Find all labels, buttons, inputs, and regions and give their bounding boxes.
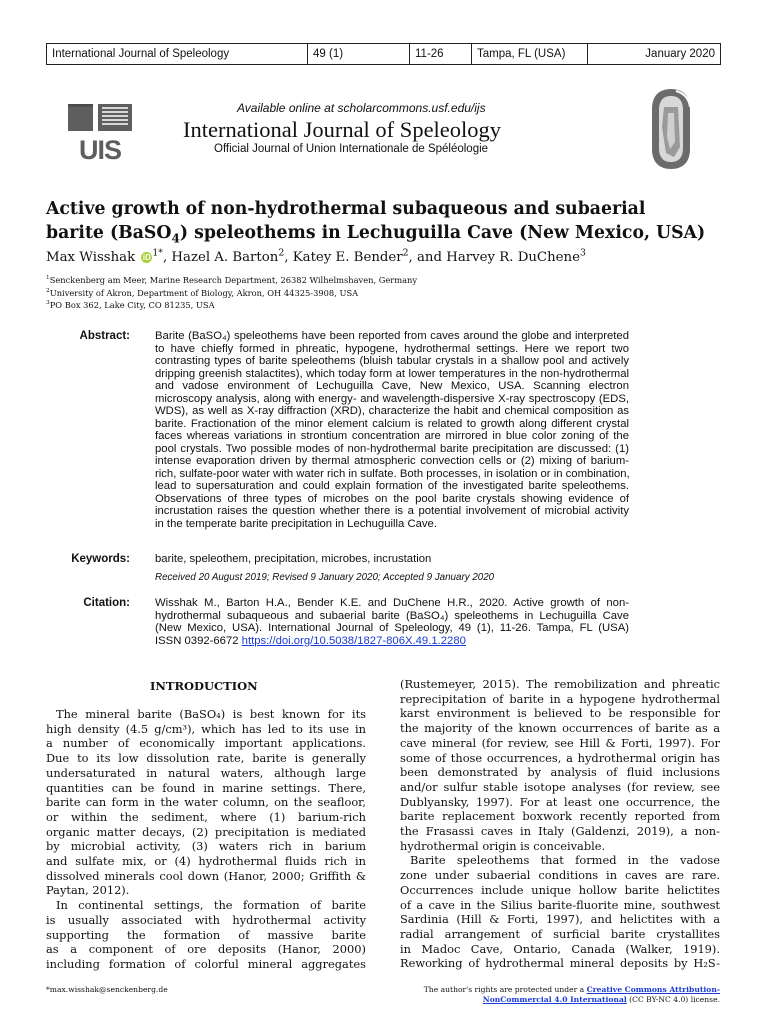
license-text: The author's rights are protected under a — [423, 985, 587, 994]
abstract-line: faces whereas variations in strontium concentration are mirrored in blue color zoning of the — [155, 430, 629, 442]
body-text-line: including formation of colorful mineral aggregates — [46, 956, 366, 971]
body-text-line: Due to its low dissolution rate, barite is generally — [46, 751, 366, 766]
body-text-line: or within the sediment, where (1) barium-rich — [46, 809, 366, 824]
body-text-line: of a cave in the Silius barite-fluorite mine, southwest — [400, 897, 720, 912]
abstract-line: incrustation raises the question whether there is a potential involvement of microbial activity — [155, 505, 629, 517]
author-name: , Hazel A. Barton — [162, 250, 279, 265]
body-text-line: as a component of ore deposits (Hanor, 2000) — [46, 942, 366, 957]
body-text-line: undersaturated in natural waters, although large — [46, 765, 366, 780]
body-text-line: Paytan, 2012). — [46, 883, 130, 898]
body-text-line: organic matter decays, (2) precipitation is mediated — [46, 824, 366, 839]
abstract-line: WDS), as well as X-ray diffraction (XRD), characterize the habit and chemical composition as — [155, 405, 629, 417]
author-superscript: 1* — [152, 247, 163, 259]
body-text-line: and sulfate mix, or (4) hydrothermal fluids rich in — [46, 854, 366, 869]
abstract-line: microscopy analysis, along with energy- and wavelength-dispersive X-ray spectroscopy (EDS, — [155, 392, 629, 405]
body-text-line: some of those occurrences, a hydrothermal origin has — [400, 750, 720, 765]
affiliation-text: PO Box 362, Lake City, CO 81235, USA — [49, 300, 215, 310]
license-note — [410, 985, 720, 1005]
abstract-line: in the temperate barite precipitation in Lechuguilla Cave. — [155, 517, 437, 530]
body-text-line: karst environment is believed to be responsible for — [400, 706, 720, 721]
affiliation — [46, 287, 417, 300]
body-text-line: The mineral barite (BaSO₄) is best known for its — [56, 707, 366, 721]
section-heading-introduction: INTRODUCTION — [150, 679, 258, 693]
received-dates: Received 20 August 2019; Revised 9 January 2020; Accepted 9 January 2020 — [155, 572, 495, 583]
abstract-line: to have chiefly formed in phreatic, hypogene, hydrothermal settings. Here we report two — [155, 342, 629, 355]
abstract-line: contrasting types of barite speleothems (bluish tabular crystals in a shallow pool and actively — [155, 355, 629, 367]
body-text-line: the Frasassi caves in Italy (Galdenzi, 2019), a non- — [400, 824, 720, 839]
body-column-left — [46, 707, 366, 972]
body-text-line: (Rustemeyer, 2015). The remobilization and phreatic — [400, 677, 720, 691]
body-text-line: barite replacement boxwork recently reported from — [400, 809, 720, 824]
body-text-line: reprecipitation of barite in a hypogene hydrothermal — [400, 691, 720, 706]
author-name: , and Harvey R. DuChene — [408, 250, 580, 265]
title-subscript: 4 — [171, 231, 180, 246]
body-text-line: the majority of the known occurrences of barite as a — [400, 721, 720, 736]
abstract-line: rich, sulfate-poor water with water rich in sulfate. Both processes, in isolation or in combination, — [155, 467, 630, 480]
keywords-text: barite, speleothem, precipitation, microbes, incrustation — [155, 553, 432, 565]
affiliation-number: 3 — [46, 300, 50, 307]
license-link[interactable]: NonCommercial 4.0 International — [482, 995, 627, 1004]
article-title — [46, 197, 726, 245]
body-text-line: Dublyansky, 1997). For at least one occurrence, the — [400, 794, 720, 809]
orcid-icon[interactable]: iD — [142, 253, 151, 262]
author-name: Max Wisshak — [46, 250, 136, 265]
affiliations — [46, 274, 417, 312]
author-superscript: 2 — [402, 247, 409, 259]
citation-line: (New Mexico, USA). International Journal of Speleology, 49 (1), 11-26. Tampa, FL (USA) — [155, 622, 629, 634]
license-link[interactable]: Creative Commons Attribution- — [586, 985, 720, 994]
keywords-label: Keywords: — [71, 553, 130, 565]
author-superscript: 2 — [278, 247, 285, 259]
abstract-line: lead to supersaturation and could explain formation of the investigated barite speleothems. — [155, 480, 629, 492]
header-date: January 2020 — [645, 48, 715, 60]
affiliation — [46, 299, 417, 312]
license-text: (CC BY-NC 4.0) license. — [626, 995, 720, 1004]
body-text-line: in Madoc Cave, Ontario, Canada (Walker, 1919). — [400, 941, 720, 956]
body-text-line: quantities can be found in marine settings. There, — [46, 780, 366, 795]
citation-line: hydrothermal subaqueous and subaerial barite (BaSO₄) speleothems in Lechuguilla Cave — [155, 609, 629, 622]
body-text-line: zone under subaerial conditions in caves are rare. — [400, 868, 720, 883]
author-name: , Katey E. Bender — [284, 250, 403, 265]
body-text-line: radial arrangement of surficial barite crystallites — [400, 926, 720, 941]
body-text-line: a number of economically important applications. — [46, 736, 366, 751]
abstract-line: barite. Fractionation of the minor element calcium is related to growth along different crystal — [155, 417, 629, 430]
body-text-line: barite can form in the water column, on the seafloor, — [46, 795, 366, 810]
abstract-line: and vadose environment of Lechuguilla Cave, New Mexico, USA. Scanning electron — [155, 380, 629, 392]
affiliation-number: 1 — [46, 275, 50, 282]
journal-title: International Journal of Speleology — [183, 117, 502, 142]
affiliation — [46, 274, 417, 287]
journal-subtitle: Official Journal of Union Internationale de Spéléologie — [214, 143, 489, 155]
journal-emblem — [650, 87, 692, 171]
affiliation-number: 2 — [46, 287, 50, 294]
abstract-line: Observations of three types of microbes on the pool barite crystals showing evidence of — [155, 492, 629, 505]
body-text-line: Sardinia (Hill & Forti, 1997), and helictites with a — [400, 912, 720, 927]
article-title-line-2 — [46, 221, 726, 245]
journal-header-table — [46, 43, 721, 65]
author-list — [46, 247, 586, 265]
body-text-line: cave mineral (for review, see Hill & Forti, 1997). For — [400, 735, 720, 750]
body-text-line: In continental settings, the formation of barite — [56, 898, 366, 913]
header-journal: International Journal of Speleology — [47, 44, 308, 64]
availability-note: Available online at scholarcommons.usf.edu/ijs — [237, 101, 486, 115]
citation-line — [155, 635, 629, 648]
body-text-line: been demonstrated by analysis of fluid inclusions — [400, 765, 720, 780]
body-text-line: by microbial activity, (3) waters rich in barium — [46, 839, 366, 854]
author-superscript: 3 — [579, 247, 586, 259]
body-text-line: and/or sulfur stable isotope analyses (for review, see — [400, 779, 720, 794]
abstract-line: dripping greenish stalactites), which today form at lower temperatures in the non-hydrothermal — [155, 367, 629, 380]
body-text-line: is usually associated with hydrothermal activity — [46, 912, 366, 927]
body-text-line: Occurrences include unique hollow barite helictites — [400, 882, 720, 897]
title-part: barite (BaSO — [46, 223, 172, 243]
abstract-text — [155, 330, 629, 530]
corresponding-email: *max.wisshak@senckenberg.de — [46, 985, 168, 994]
citation-line: Wisshak M., Barton H.A., Bender K.E. and DuChene H.R., 2020. Active growth of non- — [155, 597, 629, 609]
body-text-line: Reworking of hydrothermal mineral deposits by H₂S- — [400, 956, 720, 971]
body-column-right — [400, 677, 720, 971]
citation-text — [155, 597, 629, 647]
title-part: ) speleothems in Lechuguilla Cave (New Mexico, USA) — [179, 223, 706, 243]
issn: ISSN 0392-6672 — [155, 634, 242, 647]
header-place: Tampa, FL (USA) — [472, 44, 588, 64]
header-pages: 11-26 — [410, 44, 472, 64]
affiliation-text: Senckenberg am Meer, Marine Research Department, 26382 Wilhelmshaven, Germany — [49, 275, 418, 285]
doi-link[interactable]: https://doi.org/10.5038/1827-806X.49.1.2280 — [241, 634, 466, 647]
affiliation-text: University of Akron, Department of Biology, Akron, OH 44325-3908, USA — [49, 287, 359, 298]
citation-label: Citation: — [83, 597, 130, 609]
article-title-line-1: Active growth of non-hydrothermal subaqueous and subaerial — [46, 199, 646, 219]
body-text-line: dissolved minerals cool down (Hanor, 2000; Griffith & — [46, 868, 366, 883]
body-text-line: hydrothermal origin is conceivable. — [400, 838, 606, 853]
body-text-line: Barite speleothems that formed in the vadose — [410, 853, 720, 868]
uis-logo-text: UIS — [78, 135, 122, 161]
abstract-line: intense evaporation driven by thermal atmospheric convection cells or (2) mixing of barium- — [155, 455, 629, 467]
uis-logo — [68, 104, 132, 161]
body-text-line: supporting the formation of massive barite — [46, 927, 366, 942]
body-text-line: high density (4.5 g/cm³), which has led to its use in — [46, 721, 366, 736]
header-volume: 49 (1) — [308, 44, 410, 64]
abstract-line: pool crystals. Two possible modes of non-hydrothermal barite precipitation are discussed: (1) — [155, 442, 629, 455]
abstract-line: Barite (BaSO₄) speleothems have been reported from caves around the globe and interpreted — [155, 330, 629, 342]
abstract-label: Abstract: — [79, 330, 130, 342]
